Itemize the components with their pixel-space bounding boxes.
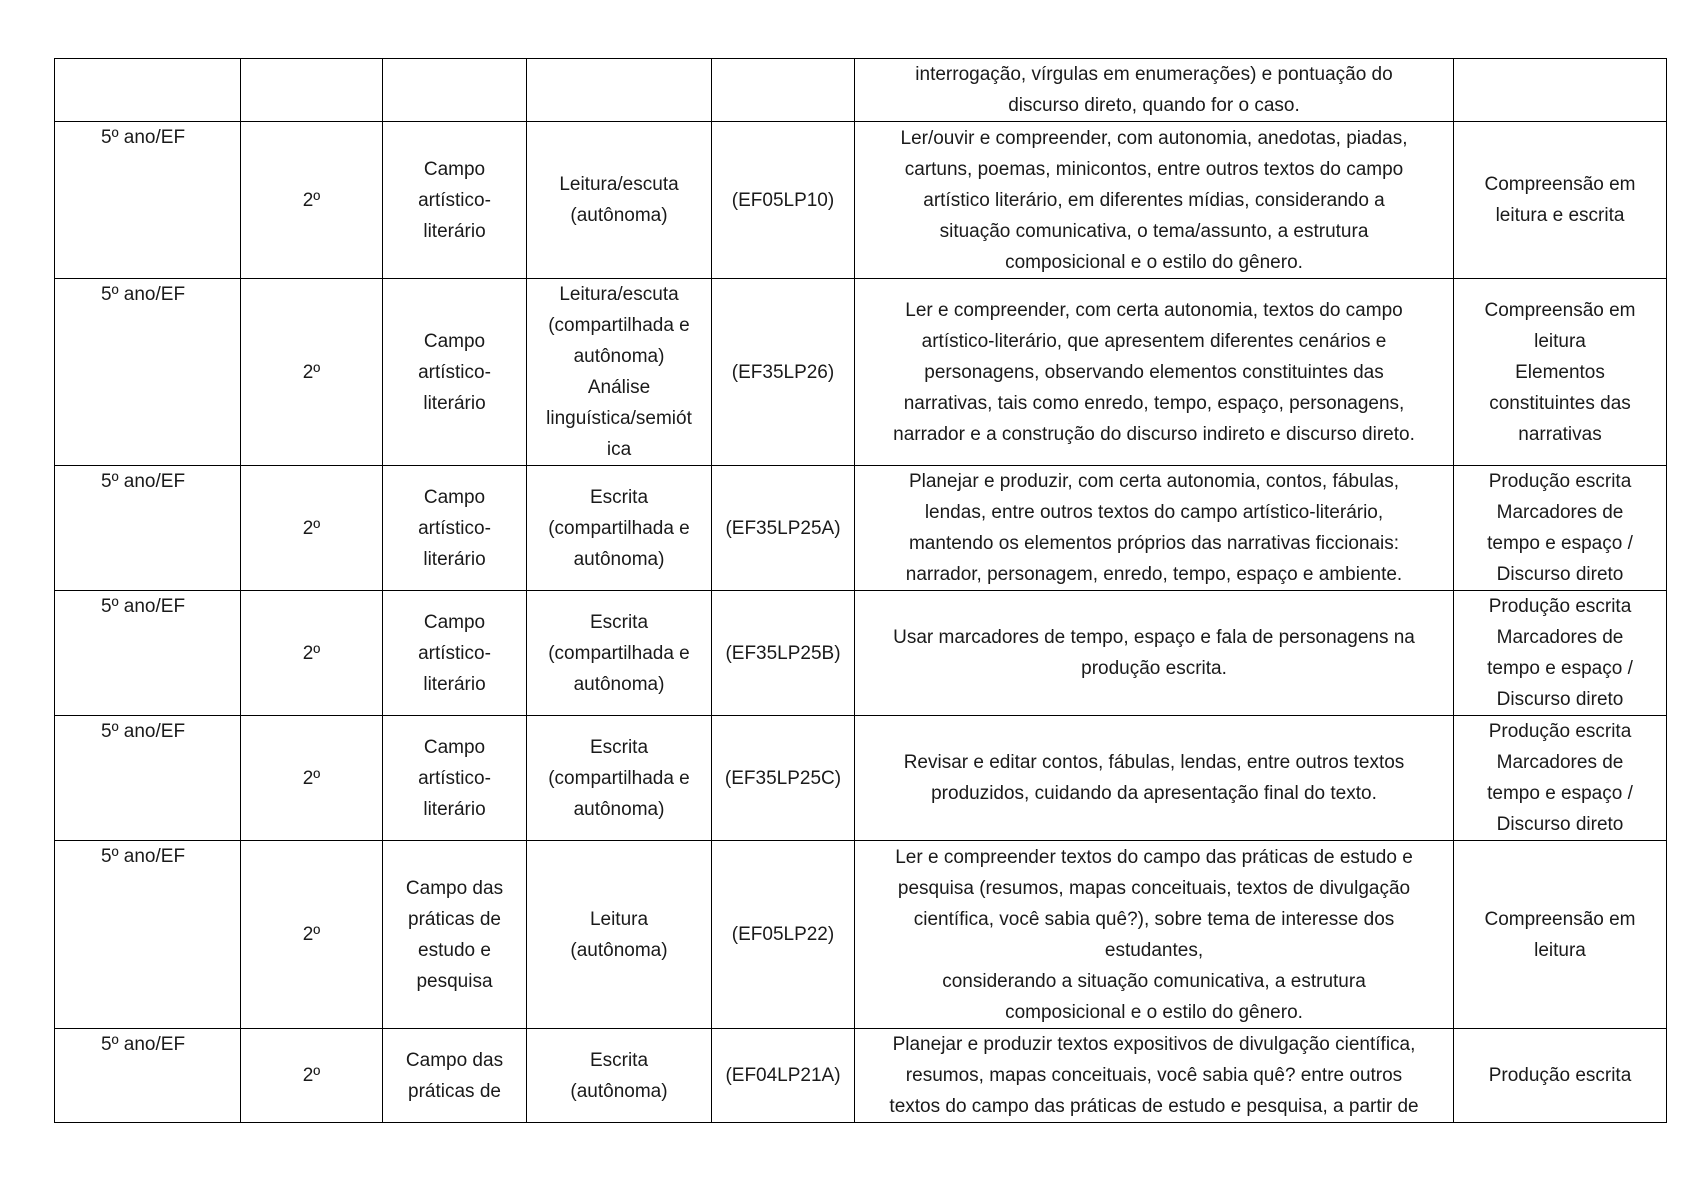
pratica-line: Leitura/escuta — [559, 284, 679, 305]
objeto-line: Discurso direto — [1496, 689, 1624, 710]
table-row — [55, 716, 1667, 841]
campo-line: artístico- — [418, 361, 491, 383]
habilidade-cell — [855, 122, 1454, 279]
habilidade-line: narrador e a construção do discurso indireto e discurso direto. — [893, 423, 1415, 445]
code-cell — [712, 466, 855, 591]
habilidade-line: interrogação, vírgulas em enumerações) e pontuação do — [915, 64, 1393, 85]
term-cell — [241, 279, 383, 466]
campo-line: Campo — [423, 158, 486, 180]
term-text: 2º — [302, 924, 321, 945]
habilidade-line: científica, você sabia quê?), sobre tema de interesse dos — [913, 908, 1395, 930]
campo-line: Campo das — [405, 1049, 504, 1071]
term-text: 2º — [302, 189, 321, 211]
objeto-line: Compreensão em — [1484, 908, 1636, 930]
table-row — [55, 1029, 1667, 1123]
campo-line: práticas de — [408, 908, 501, 930]
habilidade-line: produção escrita. — [1081, 658, 1227, 679]
campo-line: Campo — [423, 330, 486, 352]
habilidade-line: Ler e compreender textos do campo das práticas de estudo e — [895, 846, 1413, 868]
campo-cell — [383, 716, 527, 841]
campo-line: literário — [423, 220, 486, 242]
pratica-line: (compartilhada e — [548, 517, 690, 539]
table-row — [55, 59, 1667, 122]
term-cell — [241, 716, 383, 841]
campo-cell — [383, 466, 527, 591]
year-text: 5º ano/EF — [101, 846, 186, 867]
habilidade-line: Ler e compreender, com certa autonomia, textos do campo — [905, 299, 1403, 321]
year-text: 5º ano/EF — [101, 127, 186, 148]
objeto-cell — [1454, 122, 1667, 279]
term-cell — [241, 466, 383, 591]
campo-line: artístico- — [418, 767, 491, 789]
term-text: 2º — [302, 1065, 321, 1086]
pratica-line: (compartilhada e — [548, 315, 690, 336]
pratica-line: linguística/semiót — [546, 408, 692, 429]
objeto-line: Produção escrita — [1488, 721, 1632, 742]
habilidade-line: narrador, personagem, enredo, tempo, espaço e ambiente. — [905, 564, 1403, 585]
term-cell — [241, 122, 383, 279]
habilidade-cell — [855, 279, 1454, 466]
table-row — [55, 466, 1667, 591]
pratica-line: Escrita — [589, 1049, 649, 1071]
campo-line: Campo — [423, 611, 486, 633]
objeto-line: leitura — [1534, 330, 1586, 352]
objeto-line: leitura e escrita — [1495, 205, 1625, 226]
year-text: 5º ano/EF — [101, 284, 186, 305]
pratica-cell — [527, 716, 712, 841]
habilidade-line: narrativas, tais como enredo, tempo, espaço, personagens, — [903, 392, 1405, 414]
objeto-line: Discurso direto — [1496, 814, 1624, 835]
table-row — [55, 591, 1667, 716]
objeto-cell — [1454, 716, 1667, 841]
habilidade-line: textos do campo das práticas de estudo e pesquisa, a partir de — [889, 1096, 1419, 1117]
objeto-cell — [1454, 279, 1667, 466]
pratica-line: (autônoma) — [570, 939, 668, 961]
campo-line: literário — [423, 548, 486, 570]
habilidade-cell — [855, 59, 1454, 122]
habilidade-line: resumos, mapas conceituais, você sabia quê? entre outros — [905, 1065, 1403, 1086]
objeto-line: Marcadores de — [1496, 627, 1624, 648]
habilidade-line: lendas, entre outros textos do campo artístico-literário, — [924, 502, 1384, 523]
habilidade-line: cartuns, poemas, minicontos, entre outros textos do campo — [904, 158, 1404, 180]
objeto-line: tempo e espaço / — [1487, 533, 1633, 554]
pratica-cell — [527, 1029, 712, 1123]
habilidade-cell — [855, 716, 1454, 841]
objeto-line: Compreensão em — [1484, 299, 1636, 321]
term-text: 2º — [302, 767, 321, 789]
code-text: (EF05LP22) — [731, 924, 835, 945]
objeto-cell — [1454, 59, 1667, 122]
code-cell — [712, 59, 855, 122]
pratica-line: autônoma) — [573, 346, 665, 367]
habilidade-line: Revisar e editar contos, fábulas, lendas, entre outros textos — [903, 752, 1405, 773]
pratica-line: (compartilhada e — [548, 642, 690, 664]
campo-line: artístico- — [418, 642, 491, 664]
objeto-line: Compreensão em — [1484, 174, 1636, 195]
code-text: (EF35LP26) — [731, 361, 835, 383]
code-cell — [712, 841, 855, 1029]
pratica-line: Escrita — [589, 486, 649, 508]
objeto-line: constituintes das — [1489, 392, 1631, 414]
term-text: 2º — [302, 361, 321, 383]
year-text: 5º ano/EF — [101, 596, 186, 617]
year-cell — [55, 1029, 241, 1123]
year-cell — [55, 122, 241, 279]
pratica-line: autônoma) — [573, 798, 665, 820]
habilidade-line: composicional e o estilo do gênero. — [1005, 1001, 1303, 1023]
habilidade-line: composicional e o estilo do gênero. — [1005, 251, 1303, 273]
pratica-cell — [527, 466, 712, 591]
code-text: (EF35LP25C) — [724, 767, 842, 789]
code-cell — [712, 279, 855, 466]
pratica-line: Leitura/escuta — [559, 174, 679, 195]
habilidade-line: artístico literário, em diferentes mídias, considerando a — [923, 189, 1385, 211]
code-text: (EF04LP21A) — [725, 1065, 841, 1086]
year-cell — [55, 841, 241, 1029]
objeto-line: Elementos — [1515, 361, 1605, 383]
pratica-line: ica — [606, 439, 632, 460]
habilidade-line: estudantes, — [1104, 939, 1204, 961]
pratica-line: Leitura — [589, 908, 649, 930]
objeto-cell — [1454, 466, 1667, 591]
pratica-line: autônoma) — [573, 548, 665, 570]
campo-cell — [383, 122, 527, 279]
code-text: (EF35LP25A) — [725, 517, 841, 539]
habilidade-line: personagens, observando elementos constituintes das — [924, 361, 1384, 383]
campo-cell — [383, 591, 527, 716]
objeto-line: narrativas — [1518, 423, 1602, 445]
objeto-line: Marcadores de — [1496, 502, 1624, 523]
objeto-line: Produção escrita — [1488, 471, 1632, 492]
habilidade-line: mantendo os elementos próprios das narrativas ficcionais: — [908, 533, 1400, 554]
habilidade-line: Planejar e produzir textos expositivos de divulgação científica, — [892, 1034, 1416, 1055]
habilidade-line: situação comunicativa, o tema/assunto, a estrutura — [939, 220, 1369, 242]
campo-cell — [383, 1029, 527, 1123]
habilidade-line: Usar marcadores de tempo, espaço e fala de personagens na — [893, 627, 1415, 648]
campo-line: pesquisa — [416, 970, 493, 992]
objeto-line: Produção escrita — [1488, 1065, 1632, 1086]
term-cell — [241, 1029, 383, 1123]
pratica-line: Escrita — [589, 611, 649, 633]
campo-line: Campo — [423, 486, 486, 508]
objeto-line: tempo e espaço / — [1487, 658, 1633, 679]
code-cell — [712, 122, 855, 279]
table-body — [55, 59, 1667, 1123]
year-cell — [55, 591, 241, 716]
term-text: 2º — [302, 517, 321, 539]
term-cell — [241, 841, 383, 1029]
objeto-cell — [1454, 1029, 1667, 1123]
objeto-cell — [1454, 841, 1667, 1029]
pratica-line: Escrita — [589, 736, 649, 758]
pratica-cell — [527, 279, 712, 466]
code-text: (EF05LP10) — [731, 189, 835, 211]
campo-line: práticas de — [408, 1080, 501, 1102]
pratica-line: (autônoma) — [570, 1080, 668, 1102]
code-cell — [712, 1029, 855, 1123]
pratica-line: Análise — [587, 377, 651, 398]
habilidade-line: discurso direto, quando for o caso. — [1008, 95, 1300, 116]
habilidade-cell — [855, 841, 1454, 1029]
pratica-cell — [527, 122, 712, 279]
pratica-cell — [527, 841, 712, 1029]
year-cell — [55, 716, 241, 841]
campo-line: literário — [423, 673, 486, 695]
campo-line: literário — [423, 798, 486, 820]
objeto-line: Marcadores de — [1496, 752, 1624, 773]
habilidade-cell — [855, 466, 1454, 591]
table-row — [55, 122, 1667, 279]
year-text: 5º ano/EF — [101, 721, 186, 742]
year-text: 5º ano/EF — [101, 471, 186, 492]
campo-line: estudo e — [418, 939, 491, 961]
campo-line: artístico- — [418, 189, 491, 211]
pratica-line: (autônoma) — [570, 205, 668, 226]
table-row — [55, 841, 1667, 1029]
pratica-cell — [527, 59, 712, 122]
year-cell — [55, 59, 241, 122]
objeto-line: Discurso direto — [1496, 564, 1624, 585]
curriculum-table — [54, 58, 1667, 1123]
objeto-line: Produção escrita — [1488, 596, 1632, 617]
year-text: 5º ano/EF — [101, 1034, 186, 1055]
campo-line: literário — [423, 392, 486, 414]
habilidade-line: Planejar e produzir, com certa autonomia, contos, fábulas, — [908, 471, 1400, 492]
campo-line: Campo — [423, 736, 486, 758]
habilidade-line: considerando a situação comunicativa, a estrutura — [942, 970, 1366, 992]
campo-cell — [383, 841, 527, 1029]
objeto-line: tempo e espaço / — [1487, 783, 1633, 804]
habilidade-cell — [855, 1029, 1454, 1123]
habilidade-line: produzidos, cuidando da apresentação final do texto. — [931, 783, 1377, 804]
campo-cell — [383, 59, 527, 122]
pratica-cell — [527, 591, 712, 716]
term-text: 2º — [302, 642, 321, 664]
year-cell — [55, 279, 241, 466]
habilidade-line: artístico-literário, que apresentem diferentes cenários e — [921, 330, 1387, 352]
term-cell — [241, 59, 383, 122]
objeto-line: leitura — [1534, 939, 1586, 961]
habilidade-line: pesquisa (resumos, mapas conceituais, textos de divulgação — [897, 877, 1411, 899]
campo-line: artístico- — [418, 517, 491, 539]
table-row — [55, 279, 1667, 466]
habilidade-cell — [855, 591, 1454, 716]
habilidade-line: Ler/ouvir e compreender, com autonomia, anedotas, piadas, — [900, 127, 1408, 149]
campo-line: Campo das — [405, 877, 504, 899]
code-cell — [712, 716, 855, 841]
term-cell — [241, 591, 383, 716]
pratica-line: (compartilhada e — [548, 767, 690, 789]
code-cell — [712, 591, 855, 716]
year-cell — [55, 466, 241, 591]
pratica-line: autônoma) — [573, 673, 665, 695]
objeto-cell — [1454, 591, 1667, 716]
campo-cell — [383, 279, 527, 466]
code-text: (EF35LP25B) — [725, 642, 841, 664]
